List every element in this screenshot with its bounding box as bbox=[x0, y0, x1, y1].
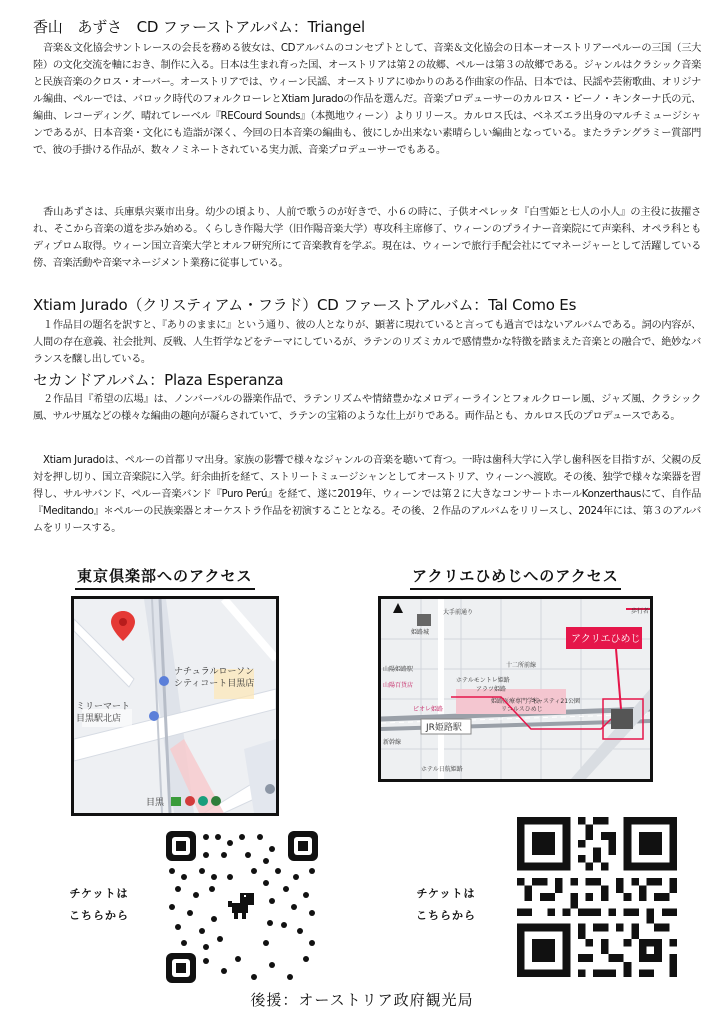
access-title-acrea-himeji: アクリエひめじへのアクセス bbox=[412, 567, 619, 585]
subway-icon bbox=[211, 796, 221, 806]
map-label-avenue: 大手前通り bbox=[443, 609, 474, 616]
map-label-hotel-nikko: ホテル日航姫路 bbox=[421, 766, 463, 773]
jr-icon bbox=[171, 797, 181, 806]
map-label-natural-lawson-2: シティコート目黒店 bbox=[174, 679, 255, 689]
subway-icon bbox=[185, 796, 195, 806]
map-label-castiti: キャスティ21公園 bbox=[531, 698, 581, 705]
map-acrea-himeji[interactable] bbox=[378, 596, 653, 782]
section1-paragraph1: 音楽＆文化協会サントレースの会長を務める彼女は、CDアルバムのコンセプトとして、音楽＆文化協会の日本ーオーストリアーペルーの三国（三大陸）の文化交流を軸におき、制作に入る。日本は生まれ育った国、オーストリアは第２の故郷、ペルーは第３の故郷である。ジャンルはクラシック音楽と民族音楽のクロス・オーバー。オーストリアでは、ウィーン民謡、オーストリアにゆかりのある作曲家の作品、日本では、民謡や芸術歌曲、オリジナル編曲、ペルーでは、バロック時代のフォルクローレとXtiam Juradoの作品を選んだ。音楽プロデューサーのカルロス・ピーノ・キンターナ氏の元、編曲、レコーディング、晴れてレーベル『RECourd Sounds』（本拠地ウィーン）よりリリース。カルロス氏は、ベネズエラ出身のマルチミュージシャンであるが、日本音楽・文化にも造詣が深く、今回の日本音楽の編曲も、彼にしか出来ない素晴らしい編曲となっている。またラテングラミー賞部門で、彼の手掛ける作品が、数々ノミネートされている実力派、音楽プロデューサーでもある。 bbox=[33, 43, 701, 156]
map-label-natural-lawson-1: ナチュラルローソン bbox=[174, 667, 255, 677]
section2-paragraph1: １作品目の題名を訳すと、『ありのままに』という通り、彼の人となりが、顕著に現れていると言っても過言ではないアルバムである。詞の内容が、人間の存在意義、社会批判、反戦、人生哲学などをテーマにしているが、ラテンのリズミカルで感情豊かな特徴を踏まえた音楽との融合で、絶妙なバランスを醸し出している。 bbox=[33, 320, 701, 365]
store-icon bbox=[159, 676, 169, 686]
map-tokyo-club[interactable] bbox=[71, 596, 279, 816]
map-label-road: 十二所前線 bbox=[506, 662, 537, 669]
access-title-tokyo-club: 東京倶楽部へのアクセス bbox=[77, 567, 253, 585]
subway-icon bbox=[198, 796, 208, 806]
map-label-castle: 姫路城 bbox=[411, 629, 430, 636]
second-album-paragraph: ２作品目『希望の広場』は、ノンバーバルの器楽作品で、ラテンリズムや情緒豊かなメロディーラインとフォルクローレ風、ジャズ風、クラシック風、サルサ風などの様々な編曲の趣向が凝らされていて、ラテンの宝箱のような仕上がりである。両作品とも、カルロス氏のプロデュースである。 bbox=[33, 394, 701, 422]
sponsor-text: 後援：オーストリア政府観光局 bbox=[250, 991, 474, 1009]
map-legend-walking: 歩行者 bbox=[631, 608, 650, 615]
section1-paragraph2: 香山あずさは、兵庫県宍粟市出身。幼少の頃より、人前で歌うのが好きで、小６の時に、子供オペレッタ『白雪姫と七人の小人』の主役に抜擢され、そこから音楽の道を歩み始める。くらしき作陽大学（旧作陽音楽大学）専攻科主席修了、ウィーンのプライナー音楽院にて声楽科、オペラ科ともディプロム取得。ウィーン国立音楽大学とオルフ研究所にて音楽教育を学ぶ。現在は、ウィーンで旅行手配会社にてマネージャーとして活躍している傍、音楽活動や音楽マネージメント業務に従事している。 bbox=[33, 207, 701, 269]
map-label-piole: ピオレ姫路 bbox=[413, 706, 444, 713]
dinosaur-icon bbox=[226, 891, 256, 921]
map-label-sanyo-station: 山陽姫路駅 bbox=[383, 666, 414, 673]
map-label-family-mart-1: ミリーマート bbox=[76, 702, 131, 712]
second-album-title: セカンドアルバム：Plaza Esperanza bbox=[33, 371, 284, 389]
map-label-jr-himeji: JR姫路駅 bbox=[426, 723, 462, 733]
store-icon bbox=[149, 711, 159, 721]
section2-paragraph3: Xtiam Juradoは、ペルーの首都リマ出身。家族の影響で様々なジャンルの音楽を聴いて育つ。一時は歯科大学に入学し歯科医を目指すが、父親の反対を押し切り、国立音楽院に入学。紆余曲折を経て、ストリートミュージシャンとしてオーストリア、ウィーンへ渡欧。その後、独学で様々な楽器を習得し、サルサバンド、ペルー音楽バンド『Puro Perú』を経て、遂に2019年、ウィーンでは第２に大きなコンサートホールKonzerthausにて、自作品『Meditando』＊ペルーの民族楽器とオーケストラ作品を初演することとなる。その後、２作品のアルバムをリリースし、2024年には、第３のアルバムをリリースする。 bbox=[33, 455, 701, 534]
map-label-hotel-monterey: ホテルモントレ姫路 bbox=[456, 677, 510, 684]
map-label-family-mart-2: 目黒駅北店 bbox=[76, 714, 122, 724]
map-label-medical-school: 姫路医療専門学校 bbox=[491, 698, 540, 705]
map-label-meguro-station: 目黒 bbox=[146, 798, 165, 808]
section2-title: Xtiam Jurado（クリスティアム・フラド）CD ファーストアルバム：Tal Como Es bbox=[33, 296, 577, 314]
map-label-venue: アクリエひめじ bbox=[571, 634, 641, 645]
map-label-aratsu: アラツ姫路 bbox=[476, 686, 507, 693]
map-label-ricorsu: リコルスひめじ bbox=[501, 706, 543, 713]
ticket-label-right: チケットは こちらから bbox=[416, 887, 476, 922]
ticket-qr-code-right[interactable] bbox=[517, 817, 677, 977]
map-label-sanyo-dept: 山陽百貨店 bbox=[383, 682, 414, 689]
ticket-qr-code-left[interactable] bbox=[166, 831, 318, 983]
ticket-label-left: チケットは こちらから bbox=[69, 887, 129, 922]
castle-icon bbox=[417, 614, 431, 626]
section1-title: 香山 あずさ CD ファーストアルバム：Triangel bbox=[33, 18, 365, 36]
map-label-shinkansen: 新幹線 bbox=[383, 739, 402, 746]
